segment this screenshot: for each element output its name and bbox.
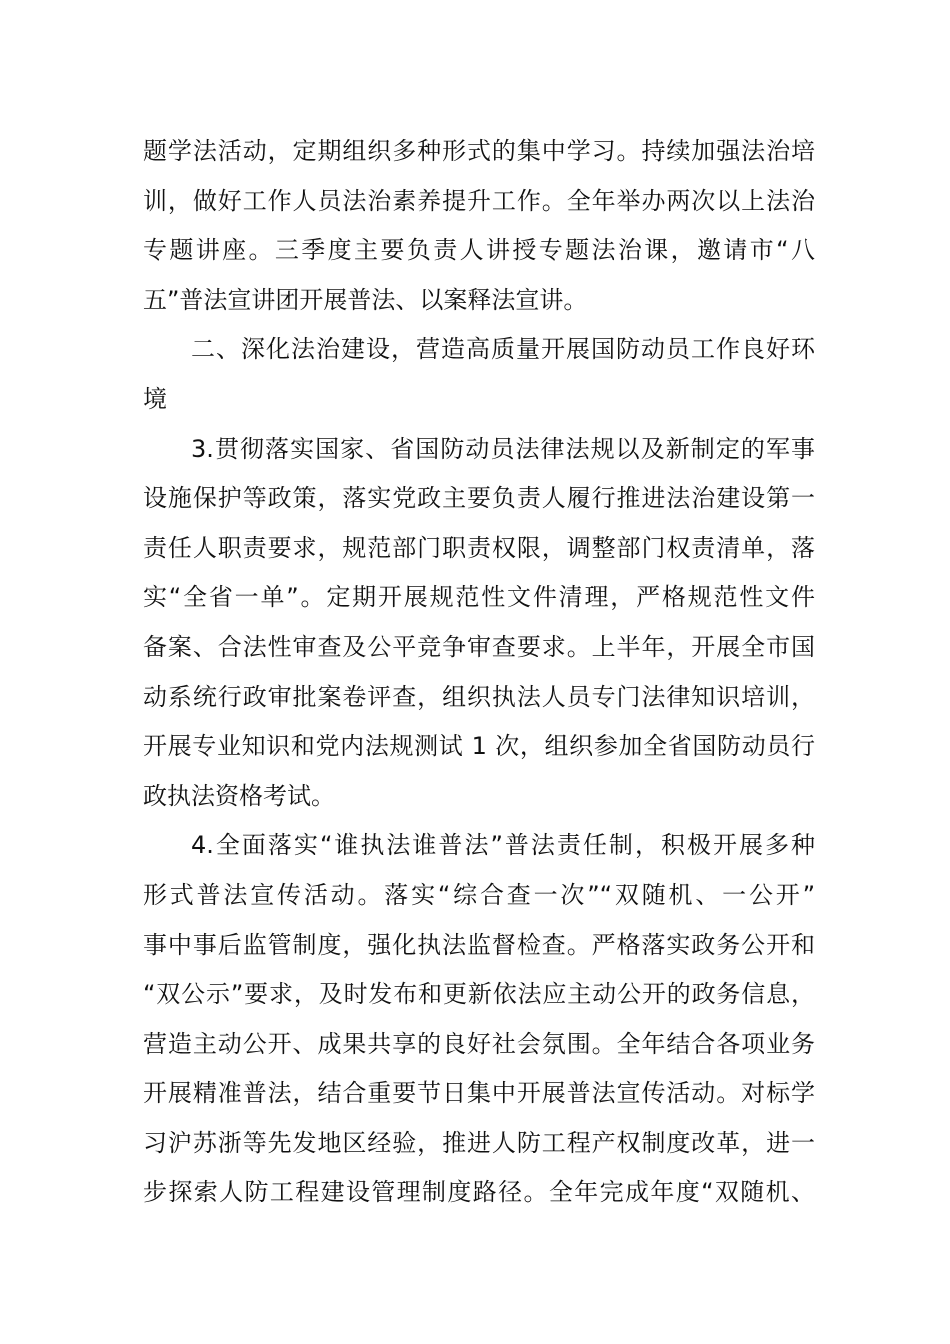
text-line: 专题讲座。三季度主要负责人讲授专题法治课，邀请市“八 [143, 236, 815, 265]
text-line: 开展精准普法，结合重要节日集中开展普法宣传活动。对标学 [143, 1079, 815, 1108]
text-line: 习沪苏浙等先发地区经验，推进人防工程产权制度改革，进一 [143, 1128, 815, 1157]
text-line: 开展专业知识和党内法规测试 1 次，组织参加全省国防动员行 [143, 732, 815, 761]
text-line: 备案、合法性审查及公平竞争审查要求。上半年，开展全市国 [143, 632, 815, 661]
text-line: 动系统行政审批案卷评查，组织执法人员专门法律知识培训， [143, 682, 815, 711]
text-line: 责任人职责要求，规范部门职责权限，调整部门权责清单，落 [143, 533, 815, 562]
text-line: “双公示”要求，及时发布和更新依法应主动公开的政务信息， [143, 980, 815, 1009]
paragraph-4-start: 4.全面落实“谁执法谁普法”普法责任制，积极开展多种 [191, 831, 815, 860]
body-text [143, 127, 815, 1218]
text-line: 营造主动公开、成果共享的良好社会氛围。全年结合各项业务 [143, 1029, 815, 1058]
section-heading: 二、深化法治建设，营造高质量开展国防动员工作良好环 [191, 335, 815, 364]
text-line: 五”普法宣讲团开展普法、以案释法宣讲。 [143, 285, 588, 314]
section-heading-continued: 境 [143, 384, 167, 413]
text-line: 政执法资格考试。 [143, 781, 335, 810]
text-line: 事中事后监管制度，强化执法监督检查。严格落实政务公开和 [143, 930, 815, 959]
text-line: 题学法活动，定期组织多种形式的集中学习。持续加强法治培 [143, 137, 815, 165]
text-line: 实“全省一单”。定期开展规范性文件清理，严格规范性文件 [143, 583, 815, 612]
paragraph-3-start: 3.贯彻落实国家、省国防动员法律法规以及新制定的军事 [191, 434, 815, 463]
text-line: 设施保护等政策，落实党政主要负责人履行推进法治建设第一 [143, 484, 815, 513]
text-line: 步探索人防工程建设管理制度路径。全年完成年度“双随机、 [143, 1178, 815, 1207]
text-line: 训，做好工作人员法治素养提升工作。全年举办两次以上法治 [143, 186, 815, 215]
text-line: 形式普法宣传活动。落实“综合查一次”“双随机、一公开” [143, 880, 815, 909]
